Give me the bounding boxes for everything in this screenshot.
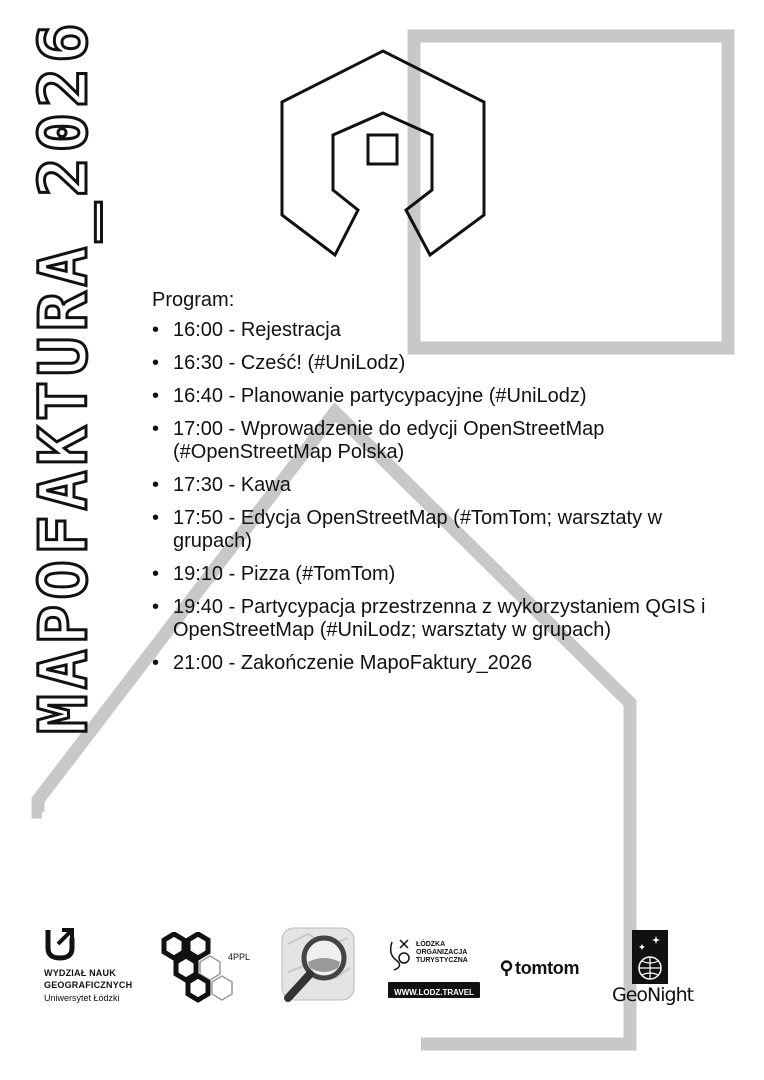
lot-name-line1: ŁÓDZKA xyxy=(416,941,446,948)
lot-emblem-icon xyxy=(386,938,414,972)
program-item: • 17:00 - Wprowadzenie do edycji OpenStreetMap (#OpenStreetMap Polska) xyxy=(152,418,742,464)
poster-vertical-title: MAPOFAKTURA_2026 xyxy=(25,18,102,734)
house-logo-icon xyxy=(282,51,484,255)
hexagon-logo-icon xyxy=(160,932,260,1004)
program-item: • 16:30 - Cześć! (#UniLodz) xyxy=(152,352,742,375)
wydzial-line2: GEOGRAFICZNYCH xyxy=(44,980,133,990)
sponsor-tomtom-logo xyxy=(500,958,579,979)
sponsor-4ppl-logo xyxy=(160,932,260,1004)
magnifier-map-icon xyxy=(278,924,358,1006)
ul-logo-icon xyxy=(44,928,84,962)
sponsor-geonight-logo xyxy=(610,930,694,1010)
lot-name-line3: TURYSTYCZNA xyxy=(416,957,468,964)
program-section xyxy=(152,289,742,685)
lot-name-line2: ORGANIZACJA xyxy=(416,949,468,956)
program-item: • 17:50 - Edycja OpenStreetMap (#TomTom; warsztaty w grupach) xyxy=(152,507,742,553)
sponsor-wydzial-logo xyxy=(44,928,164,1005)
program-item: • 16:40 - Planowanie partycypacyjne (#UniLodz) xyxy=(152,385,742,408)
appl-tag: 4PPL xyxy=(228,952,251,962)
globe-stars-icon xyxy=(632,930,668,984)
program-heading: Program: xyxy=(152,289,235,311)
wydzial-line3: Uniwersytet Łódzki xyxy=(44,993,120,1003)
lot-name xyxy=(416,941,468,965)
sponsor-osm-logo xyxy=(278,924,358,1006)
program-item: • 16:00 - Rejestracja xyxy=(152,319,742,342)
wydzial-line1: WYDZIAŁ NAUK xyxy=(44,968,116,978)
program-item: • 19:40 - Partycypacja przestrzenna z wykorzystaniem QGIS i OpenStreetMap (#UniLodz; warsztaty w grupach) xyxy=(152,596,742,642)
geonight-box xyxy=(632,930,668,984)
program-item: • 21:00 - Zakończenie MapoFaktury_2026 xyxy=(152,652,742,675)
program-list xyxy=(152,319,742,675)
program-item: • 19:10 - Pizza (#TomTom) xyxy=(152,563,742,586)
house-logo-window xyxy=(368,135,397,164)
lot-url: WWW.LODZ.TRAVEL xyxy=(388,982,480,998)
sponsor-lot-logo xyxy=(386,932,486,1010)
map-pin-icon xyxy=(500,960,513,976)
tomtom-name: tomtom xyxy=(515,958,580,978)
program-item: • 17:30 - Kawa xyxy=(152,474,742,497)
geonight-name: GeoNight xyxy=(612,984,694,1006)
